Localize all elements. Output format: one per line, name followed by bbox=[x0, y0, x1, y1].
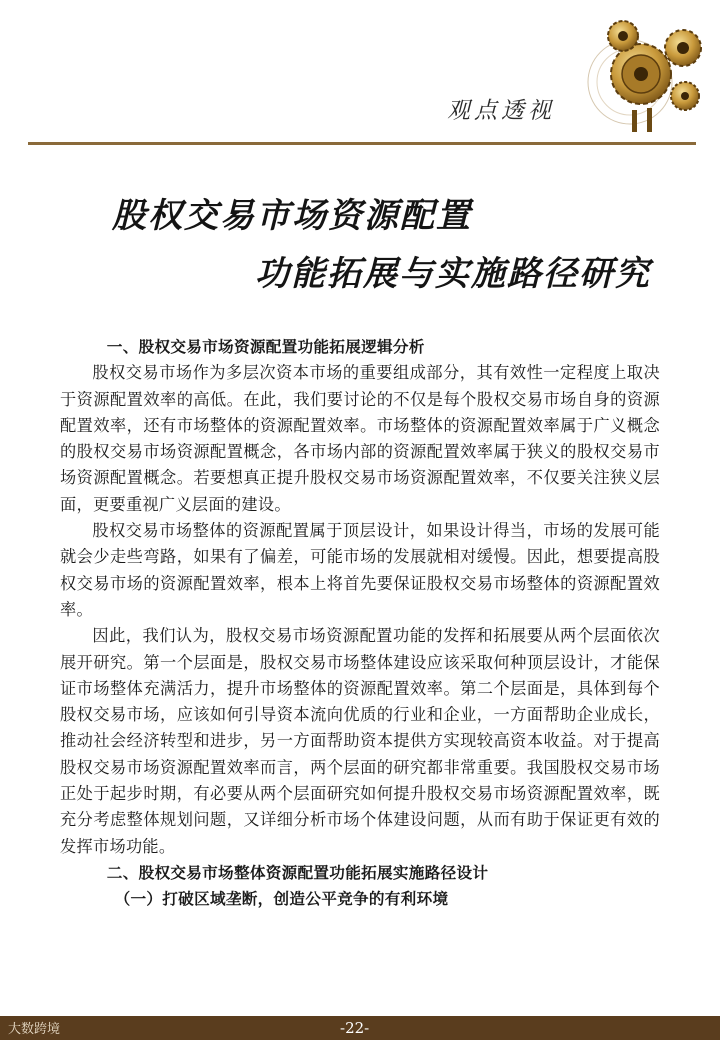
gears-illustration bbox=[585, 14, 710, 136]
section-tag: 观点透视 bbox=[447, 98, 555, 124]
paragraph-3: 因此，我们认为，股权交易市场资源配置功能的发挥和拓展要从两个层面依次展开研究。第一个层面是，股权交易市场整体建设应该采取何种顶层设计，才能保证市场整体充满活力，提升市场整体的资源配置效率。第二个层面是，具体到每个股权交易市场，应该如何引导资本流向优质的行业和企业，一方面帮助企业成长，推动社会经济转型和进步，另一方面帮助资本提供方实现较高资本收益。对于提高股权交易市场资源配置效率而言，两个层面的研究都非常重要。我国股权交易市场正处于起步时期，有必要从两个层面研究如何提升股权交易市场资源配置效率，既充分考虑整体规划问题，又详细分析市场个体建设问题，从而有助于保证更有效的发挥市场功能。 bbox=[60, 626, 660, 856]
article-title-line2: 功能拓展与实施路径研究 bbox=[255, 254, 651, 294]
small-gear-icon bbox=[608, 21, 638, 51]
section-heading-1: 一、股权交易市场资源配置功能拓展逻辑分析 bbox=[106, 338, 425, 356]
article-body bbox=[60, 334, 660, 913]
paragraph-2: 股权交易市场整体的资源配置属于顶层设计，如果设计得当，市场的发展可能就会少走些弯路，如果有了偏差，可能市场的发展就相对缓慢。因此，想要提高股权交易市场的资源配置效率，根本上将首先要保证股权交易市场整体的资源配置效率。 bbox=[60, 521, 660, 619]
header-divider bbox=[28, 142, 696, 145]
article-title-line1: 股权交易市场资源配置 bbox=[112, 196, 472, 236]
section-heading-2: 二、股权交易市场整体资源配置功能拓展实施路径设计 bbox=[106, 863, 489, 882]
large-gear-icon bbox=[611, 44, 671, 104]
page-number: -22- bbox=[340, 1019, 370, 1037]
lower-gear-icon bbox=[671, 82, 699, 110]
paragraph-1: 股权交易市场作为多层次资本市场的重要组成部分，其有效性一定程度上取决于资源配置效率的高低。在此，我们要讨论的不仅是每个股权交易市场自身的资源配置效率，还有市场整体的资源配置效率。市场整体的资源配置效率属于广义概念的股权交易市场资源配置概念，各市场内部的资源配置效率属于狭义的股权交易市场资源配置概念。若要想真正提升股权交易市场资源配置效率，不仅要关注狭义层面，更要重视广义层面的建设。 bbox=[60, 363, 660, 514]
footer-watermark: 大数跨境 bbox=[8, 1022, 61, 1037]
right-gear-icon bbox=[665, 30, 701, 66]
subsection-heading-1: （一）打破区域垄断，创造公平竞争的有利环境 bbox=[114, 890, 449, 909]
